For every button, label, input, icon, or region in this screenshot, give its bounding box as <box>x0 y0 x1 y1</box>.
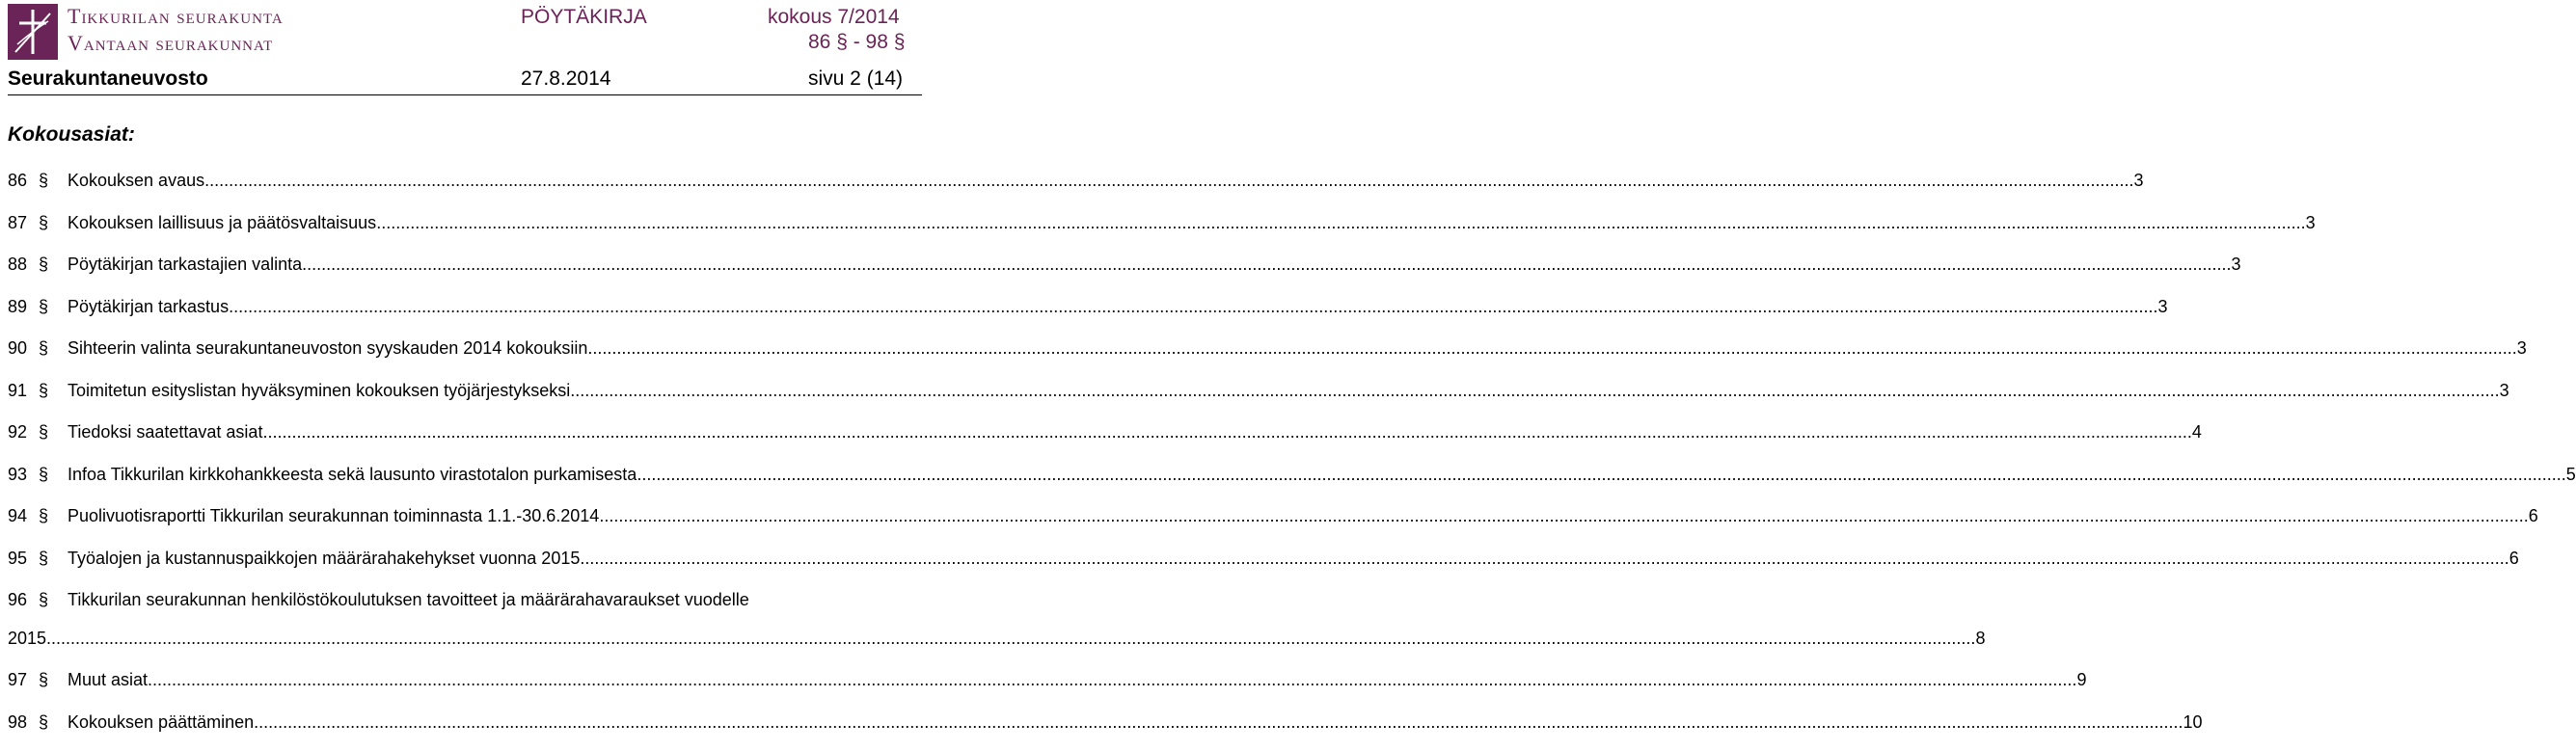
toc-entry-title: Sihteerin valinta seurakuntaneuvoston syyskauden 2014 kokouksiin <box>68 338 587 359</box>
toc-entry <box>8 462 922 504</box>
document-header <box>0 0 926 101</box>
toc-entry-number: 93 <box>8 465 27 485</box>
toc-entry-page: 8 <box>1975 629 1985 649</box>
toc-entry-number: 91 <box>8 381 27 401</box>
toc-entry <box>8 335 922 378</box>
toc-leader: ................................................................................................................................................................................................................................................................................................................................................................................................................ <box>637 465 2565 485</box>
toc-entry-number: 87 <box>8 213 27 233</box>
toc-entry-title: Pöytäkirjan tarkastus <box>68 297 229 317</box>
meeting-number: kokous 7/2014 <box>768 6 900 29</box>
section-sign: § <box>39 381 48 401</box>
toc-entry-title: Kokouksen laillisuus ja päätösvaltaisuus <box>68 213 376 233</box>
toc-entry-number: 90 <box>8 338 27 359</box>
toc-entry-title: Muut asiat <box>68 670 148 690</box>
toc-entry <box>8 168 922 210</box>
toc-entry <box>8 667 922 710</box>
page-number: sivu 2 (14) <box>808 67 903 91</box>
toc-entry-page: 3 <box>2232 255 2241 275</box>
org-name-line1: Tikkurilan seurakunta <box>68 4 284 29</box>
toc-entry-title: Tikkurilan seurakunnan henkilöstökoulutuksen tavoitteet ja määrärahavaraukset vuodelle <box>68 590 922 610</box>
toc-entry-page: 3 <box>2500 381 2509 401</box>
toc-entry <box>8 710 922 751</box>
toc-entry-number: 95 <box>8 549 27 569</box>
toc-entry-page: 3 <box>2517 338 2527 359</box>
table-of-contents <box>8 168 922 751</box>
toc-entry-page: 3 <box>2306 213 2316 233</box>
toc-entry-page: 6 <box>2529 506 2538 526</box>
toc-entry-number: 92 <box>8 422 27 443</box>
section-sign: § <box>39 422 48 443</box>
toc-entry-page: 4 <box>2192 422 2202 443</box>
section-sign: § <box>39 213 48 233</box>
toc-entry-title-cont: 2015 <box>8 629 46 649</box>
section-range: 86 § - 98 § <box>808 31 905 54</box>
document-type: PÖYTÄKIRJA <box>521 6 647 29</box>
toc-entry <box>8 210 922 253</box>
toc-entry-number: 86 <box>8 171 27 191</box>
toc-entry <box>8 252 922 294</box>
meeting-date: 27.8.2014 <box>521 67 610 91</box>
toc-entry <box>8 503 922 546</box>
toc-leader: ................................................................................................................................................................................................................................................................................................................................................................................................................ <box>46 629 1975 649</box>
toc-entry <box>8 419 922 462</box>
toc-leader: ................................................................................................................................................................................................................................................................................................................................................................................................................ <box>148 670 2076 690</box>
toc-leader: ................................................................................................................................................................................................................................................................................................................................................................................................................ <box>229 297 2157 317</box>
toc-entry-title: Toimitetun esityslistan hyväksyminen kokouksen työjärjestykseksi <box>68 381 570 401</box>
section-sign: § <box>39 506 48 526</box>
section-sign: § <box>39 338 48 359</box>
toc-entry-title: Kokouksen päättäminen <box>68 712 254 733</box>
governing-body: Seurakuntaneuvosto <box>8 67 208 91</box>
toc-entry-page: 5 <box>2566 465 2576 485</box>
cross-logo-icon <box>8 4 58 60</box>
section-sign: § <box>39 712 48 733</box>
toc-entry-page: 3 <box>2157 297 2167 317</box>
toc-entry <box>8 587 922 667</box>
toc-entry <box>8 294 922 336</box>
toc-entry-title: Tiedoksi saatettavat asiat <box>68 422 262 443</box>
toc-leader: ................................................................................................................................................................................................................................................................................................................................................................................................................ <box>204 171 2133 191</box>
header-divider <box>8 94 922 95</box>
toc-entry <box>8 546 922 588</box>
org-name-line2: Vantaan seurakunnat <box>68 31 273 56</box>
section-sign: § <box>39 255 48 275</box>
toc-entry-number: 89 <box>8 297 27 317</box>
toc-entry-title: Pöytäkirjan tarkastajien valinta <box>68 255 302 275</box>
toc-entry-title: Työalojen ja kustannuspaikkojen määrärahakehykset vuonna 2015 <box>68 549 580 569</box>
toc-entry-number: 96 <box>8 590 27 610</box>
toc-title: Kokousasiat: <box>8 123 135 147</box>
toc-entry-number: 88 <box>8 255 27 275</box>
section-sign: § <box>39 590 48 610</box>
toc-leader: ................................................................................................................................................................................................................................................................................................................................................................................................................ <box>262 422 2191 443</box>
toc-entry-title: Puolivuotisraportti Tikkurilan seurakunnan toiminnasta 1.1.-30.6.2014 <box>68 506 599 526</box>
toc-leader: ................................................................................................................................................................................................................................................................................................................................................................................................................ <box>587 338 2516 359</box>
toc-entry-page: 10 <box>2183 712 2203 733</box>
toc-entry-title: Infoa Tikkurilan kirkkohankkeesta sekä lausunto virastotalon purkamisesta <box>68 465 637 485</box>
toc-entry-number: 98 <box>8 712 27 733</box>
toc-leader: ................................................................................................................................................................................................................................................................................................................................................................................................................ <box>254 712 2183 733</box>
toc-entry-page: 3 <box>2133 171 2143 191</box>
toc-leader: ................................................................................................................................................................................................................................................................................................................................................................................................................ <box>580 549 2508 569</box>
toc-entry <box>8 378 922 420</box>
section-sign: § <box>39 297 48 317</box>
toc-entry-page: 6 <box>2509 549 2519 569</box>
section-sign: § <box>39 670 48 690</box>
toc-entry-title: Kokouksen avaus <box>68 171 204 191</box>
toc-leader: ................................................................................................................................................................................................................................................................................................................................................................................................................ <box>302 255 2231 275</box>
toc-leader: ................................................................................................................................................................................................................................................................................................................................................................................................................ <box>599 506 2528 526</box>
section-sign: § <box>39 171 48 191</box>
section-sign: § <box>39 549 48 569</box>
toc-leader: ................................................................................................................................................................................................................................................................................................................................................................................................................ <box>570 381 2499 401</box>
toc-entry-page: 9 <box>2076 670 2086 690</box>
toc-entry-number: 97 <box>8 670 27 690</box>
toc-leader: ................................................................................................................................................................................................................................................................................................................................................................................................................ <box>376 213 2305 233</box>
section-sign: § <box>39 465 48 485</box>
toc-entry-number: 94 <box>8 506 27 526</box>
